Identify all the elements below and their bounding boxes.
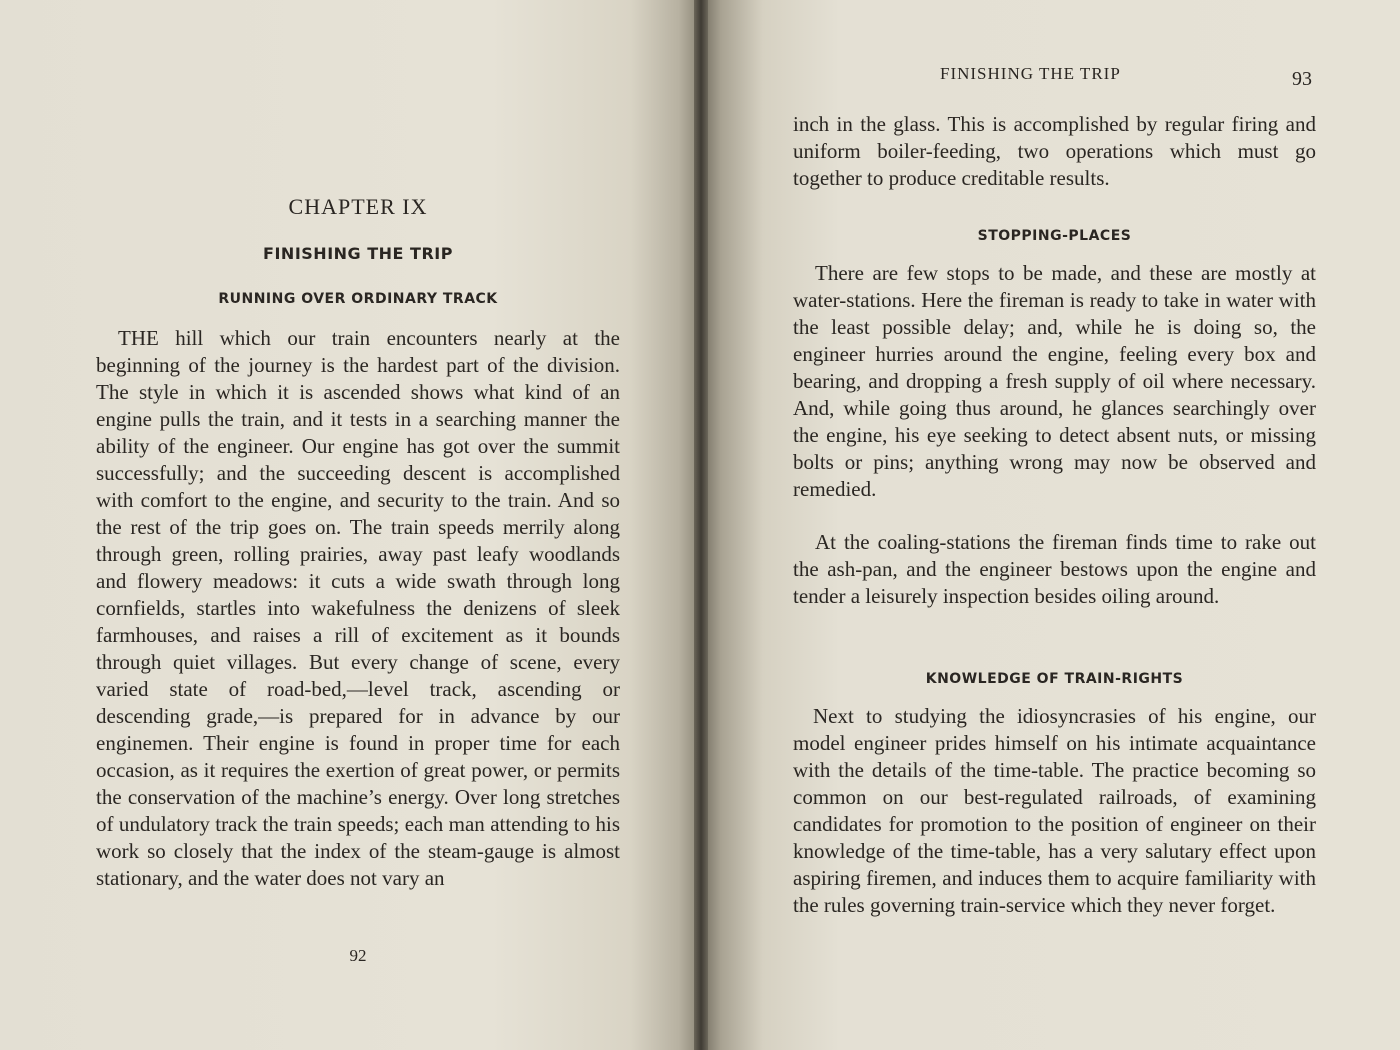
chapter-heading: CHAPTER IX xyxy=(288,194,428,219)
running-head: FINISHING THE TRIP xyxy=(940,64,1121,83)
section-heading-running-over-track: RUNNING OVER ORDINARY TRACK xyxy=(218,291,498,307)
body-paragraph-stops: There are few stops to be made, and these are mostly at water-stations. Here the fireman is ready to take in water with the least possible delay; and, while he is doing so, the engineer hurries around the engine, feeling every box and bearing, and dropping a fresh supply of oil where necessary. And, while going thus around, he glances searchingly over the engine, his eye seeking to detect absent nuts, or missing bolts or pins; anything wrong may now be observed and remedied. xyxy=(793,261,1316,501)
section-heading-train-rights: KNOWLEDGE OF TRAIN-RIGHTS xyxy=(925,671,1184,687)
page-number-right: 93 xyxy=(1292,68,1312,90)
body-paragraph-left: THE hill which our train encounters nearly at the beginning of the journey is the hardest part of the division. The style in which it is ascended shows what kind of an engine pulls the train, and it tests in a searching manner the ability of the engineer. Our engine has got over the summit successfully; and the succeeding descent is accomplished with comfort to the engine, and security to the train. And so the rest of the trip goes on. The train speeds merrily along through green, rolling prairies, away past leafy woodlands and flowery meadows: it cuts a wide swath through long cornfields, startles into wakefulness the denizens of sleek farmhouses, and raises a rill of excitement as it bounds through quiet villages. But every change of scene, every varied state of road-bed,—level track, ascending or descending grade,—is prepared for in advance by our enginemen. Their engine is found in proper time for each occasion, as it requires the exertion of great power, or permits the conservation of the machine’s energy. Over long stretches of undulatory track the train speeds; each man attending to his work so closely that the index of the steam-gauge is almost stationary, and the water does not vary an xyxy=(96,326,620,890)
body-paragraph-coaling: At the coaling-stations the fireman finds time to rake out the ash-pan, and the engineer bestows upon the engine and tender a leisurely inspection besides oiling around. xyxy=(793,530,1316,608)
page-number-left: 92 xyxy=(349,946,367,965)
book-gutter xyxy=(694,0,708,1050)
chapter-title: FINISHING THE TRIP xyxy=(263,244,453,263)
continuation-paragraph: inch in the glass. This is accomplished by regular firing and uniform boiler-feeding, two operations which must go together to produce creditable results. xyxy=(793,112,1316,190)
body-paragraph-train-rights: Next to studying the idiosyncrasies of his engine, our model engineer prides himself on his intimate acquaintance with the details of the time-table. The practice becoming so common on our best-regulated railroads, of examining candidates for promotion to the position of engineer on their knowledge of the time-table, has a very salutary effect upon aspiring firemen, and induces them to acquire familiarity with the rules governing train-service which they never forget. xyxy=(793,704,1316,917)
section-heading-stopping-places: STOPPING-PLACES xyxy=(977,228,1132,244)
